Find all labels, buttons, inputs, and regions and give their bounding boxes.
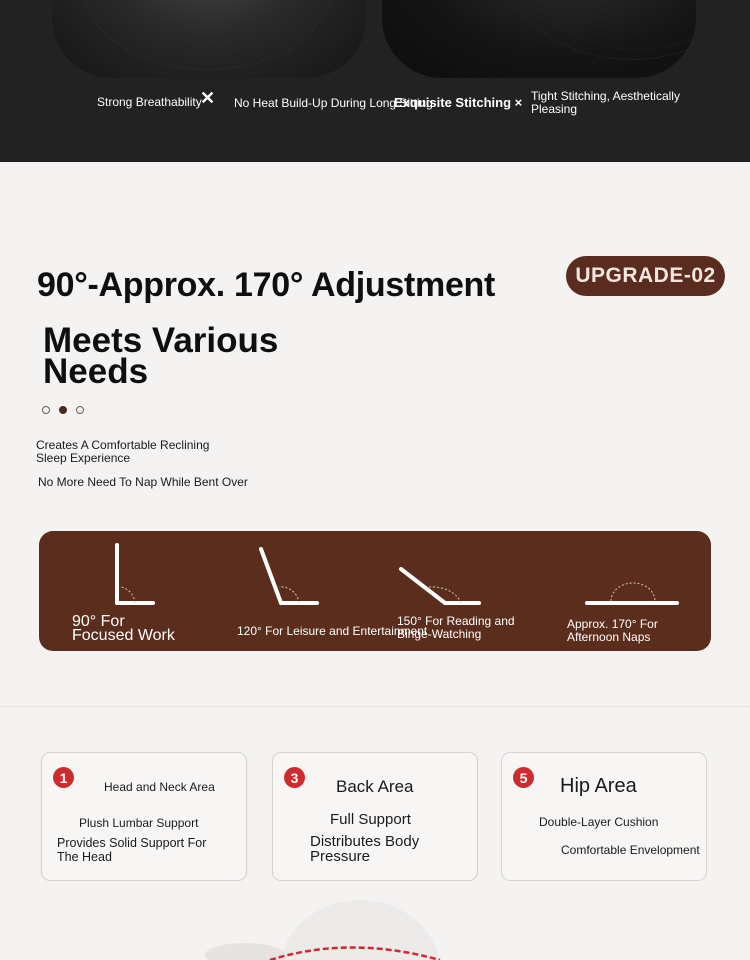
angle-90-label: 90° For Focused Work: [72, 613, 175, 644]
breathable-leather-image: [52, 0, 366, 78]
area-feature-detail: Provides Solid Support For The Head: [57, 836, 207, 864]
meets-needs-heading: [43, 321, 279, 391]
area-card-head-neck: [41, 752, 247, 881]
breathability-label: Strong Breathability: [97, 95, 202, 109]
meets-line-2: Needs: [43, 352, 149, 391]
angle-120-diagram: [261, 549, 317, 603]
meets-line-1: Meets Various: [43, 321, 279, 360]
area-feature: Full Support: [330, 811, 411, 828]
angle-options-panel: [39, 531, 711, 651]
nap-description: No More Need To Nap While Bent Over: [38, 475, 248, 489]
stitched-leather-image: [382, 0, 696, 78]
material-features-band: [0, 0, 750, 162]
area-card-back: [272, 752, 478, 881]
angle-90-diagram: [117, 545, 153, 603]
carousel-indicator: [42, 406, 84, 414]
reclining-description-line-1: Creates A Comfortable Reclining: [36, 438, 210, 452]
area-title: Head and Neck Area: [104, 780, 215, 794]
area-title: Back Area: [336, 777, 414, 796]
area-feature: Plush Lumbar Support: [79, 816, 199, 830]
angle-150-diagram: [401, 569, 479, 603]
area-number-badge: 5: [513, 767, 534, 788]
area-title: Hip Area: [560, 775, 637, 797]
carousel-dot[interactable]: [76, 406, 84, 414]
stitching-label: Exquisite Stitching ×: [394, 95, 523, 110]
area-feature: Double-Layer Cushion: [539, 815, 659, 829]
angle-170-label: Approx. 170° For Afternoon Naps: [567, 617, 658, 644]
adjustment-heading: 90°-Approx. 170° Adjustment: [37, 266, 496, 304]
angle-120-label: 120° For Leisure and Entertainment: [237, 624, 428, 638]
reclining-description-line-2: Sleep Experience: [36, 451, 131, 465]
cushion-product-image: [0, 895, 750, 960]
angle-150-label: 150° For Reading and Binge-Watching: [397, 614, 515, 641]
area-number-badge: 3: [284, 767, 305, 788]
area-number-badge: 1: [53, 767, 74, 788]
no-heat-label: No Heat Build-Up During Long Sitting: [234, 96, 433, 110]
carousel-dot-active[interactable]: [59, 406, 67, 414]
close-icon: ✕: [200, 88, 216, 108]
area-card-hip: [501, 752, 707, 881]
upgrade-badge: UPGRADE-02: [566, 256, 725, 296]
carousel-dot[interactable]: [42, 406, 50, 414]
reclining-description: [36, 439, 209, 465]
angle-170-diagram: [587, 583, 677, 603]
tight-stitching-label: Tight Stitching, Aesthetically Pleasing: [531, 89, 680, 116]
area-feature-detail: Comfortable Envelopment: [561, 843, 700, 857]
area-feature-detail: Distributes Body Pressure: [310, 833, 420, 865]
section-divider: [0, 706, 750, 707]
